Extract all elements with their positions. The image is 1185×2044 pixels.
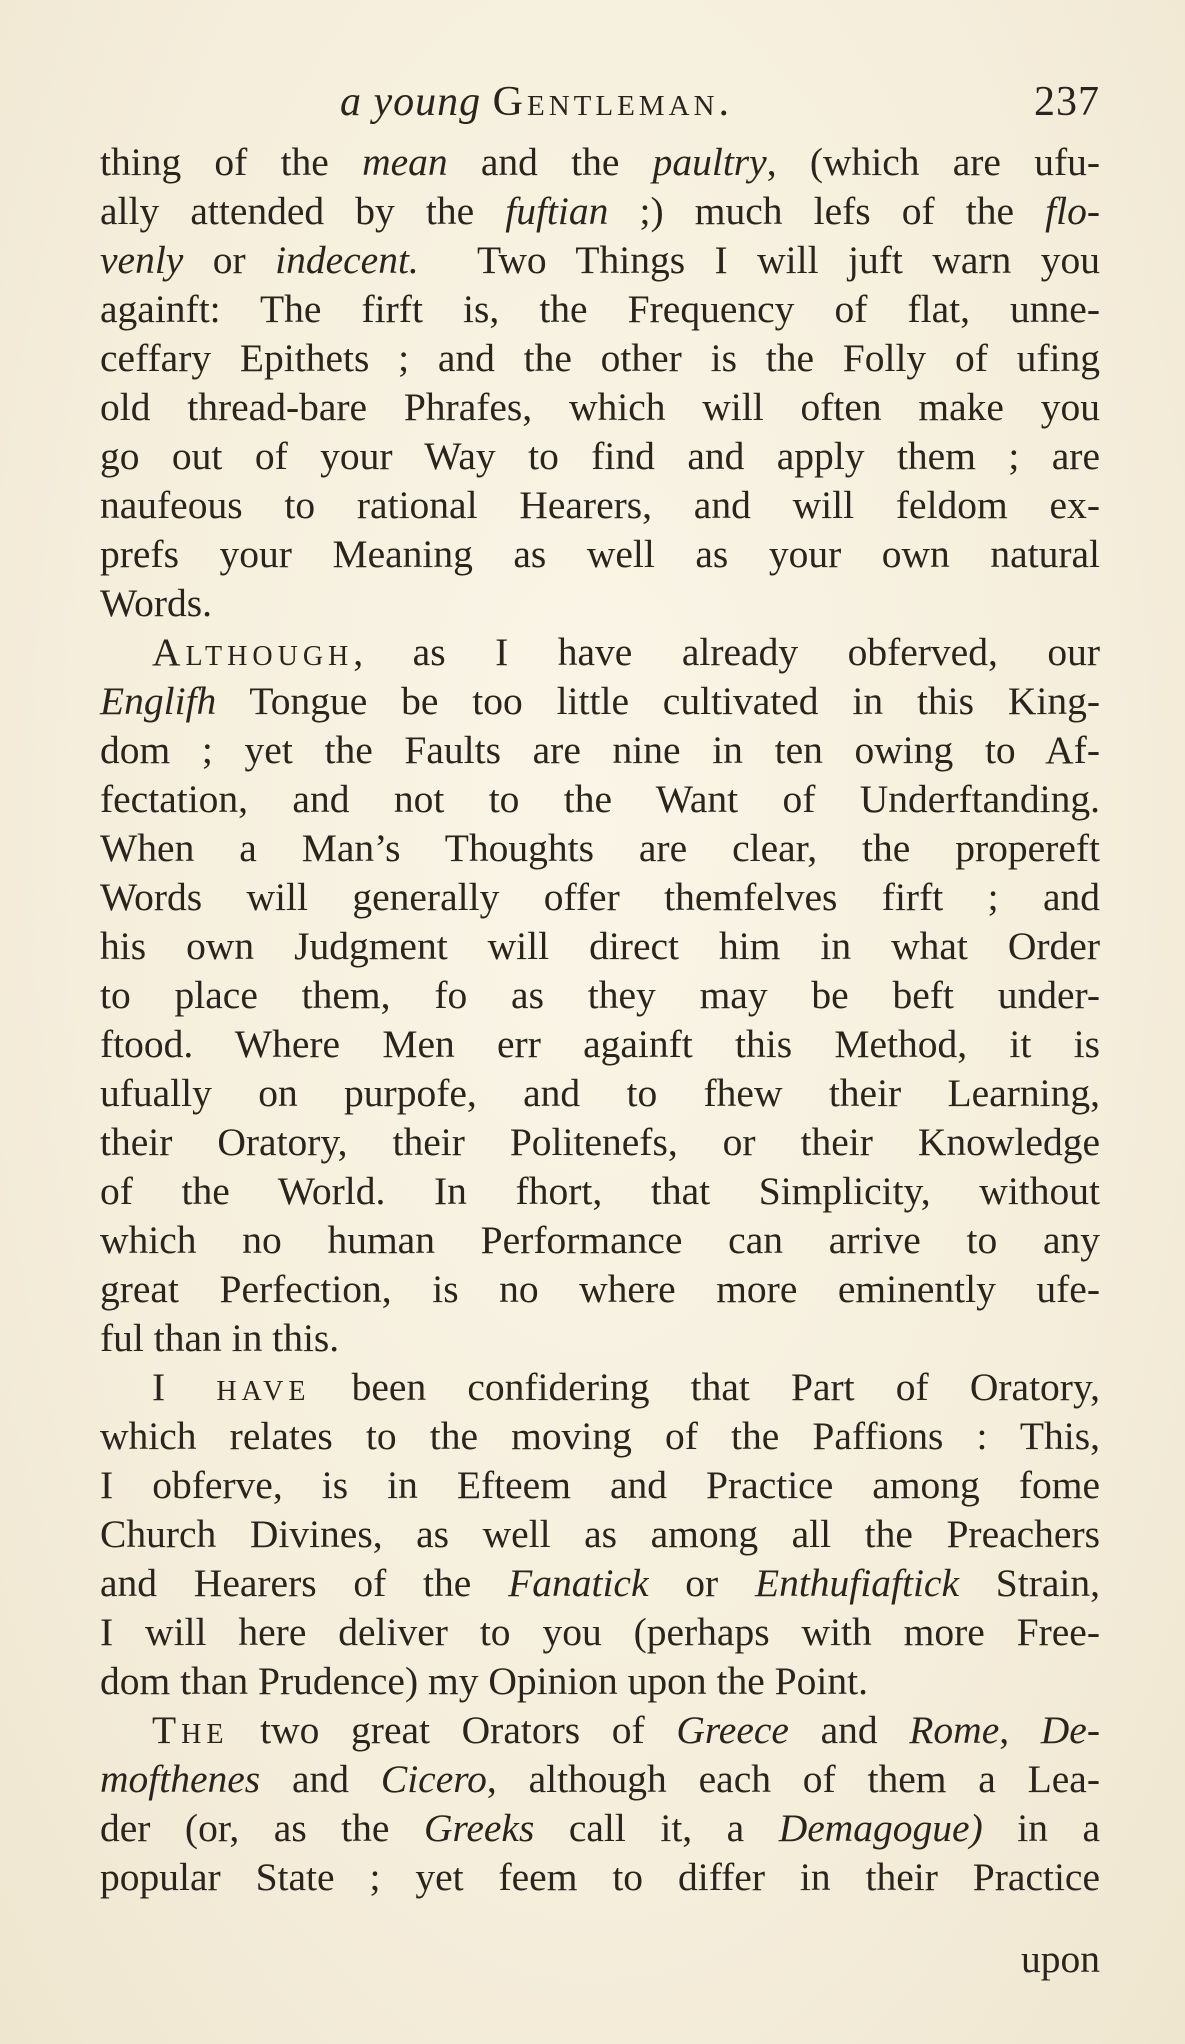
text-line: againft: The firft is, the Frequency of flat, unne- bbox=[100, 287, 1100, 331]
text-line: Church Divines, as well as among all the Preachers bbox=[100, 1512, 1100, 1556]
text-line: to place them, fo as they may be beft under- bbox=[100, 973, 1100, 1017]
text-line: great Perfection, is no where more eminently ufe- bbox=[100, 1267, 1100, 1311]
text-line: go out of your Way to find and apply them ; are bbox=[100, 434, 1100, 478]
text-line: prefs your Meaning as well as your own natural bbox=[100, 532, 1100, 576]
text-line: dom ; yet the Faults are nine in ten owing to Af- bbox=[100, 728, 1100, 772]
text-line: mofthenes and Cicero, although each of them a Lea- bbox=[100, 1757, 1100, 1801]
text-line: fectation, and not to the Want of Underftanding. bbox=[100, 777, 1100, 821]
running-title-italic: a young bbox=[340, 79, 482, 125]
text-line: naufeous to rational Hearers, and will feldom ex- bbox=[100, 483, 1100, 527]
text-line: venly or indecent. Two Things I will juft warn you bbox=[100, 238, 1101, 282]
text-line: I will here deliver to you (perhaps with more Free- bbox=[100, 1610, 1100, 1654]
text-line: I have been confidering that Part of Oratory, bbox=[152, 1365, 1101, 1409]
text-line: and Hearers of the Fanatick or Enthufiaftick Strain, bbox=[100, 1561, 1100, 1605]
page-number: 237 bbox=[1034, 79, 1100, 125]
text-line: ufually on purpofe, and to fhew their Learning, bbox=[100, 1071, 1100, 1115]
text-line: ful than in this. bbox=[100, 1316, 340, 1360]
text-line: The two great Orators of Greece and Rome, De- bbox=[152, 1708, 1100, 1752]
text-line: his own Judgment will direct him in what Order bbox=[100, 924, 1100, 968]
running-title bbox=[340, 72, 733, 132]
text-line: dom than Prudence) my Opinion upon the Point. bbox=[100, 1659, 868, 1703]
text-line: ally attended by the fuftian ;) much lefs of the flo- bbox=[100, 189, 1100, 233]
body-text bbox=[100, 138, 1100, 1902]
text-line: of the World. In fhort, that Simplicity, without bbox=[100, 1169, 1100, 1213]
text-line: which no human Performance can arrive to any bbox=[100, 1218, 1100, 1262]
text-line: old thread-bare Phrafes, which will often make you bbox=[100, 385, 1100, 429]
text-line: I obferve, is in Efteem and Practice among fome bbox=[100, 1463, 1100, 1507]
text-line: Words will generally offer themfelves firft ; and bbox=[100, 875, 1100, 919]
running-header bbox=[100, 72, 1100, 132]
text-line: which relates to the moving of the Paffions : This, bbox=[100, 1414, 1100, 1458]
text-line: Words. bbox=[100, 581, 213, 625]
running-title-caps: Gentleman. bbox=[492, 79, 733, 125]
text-line: popular State ; yet feem to differ in their Practice bbox=[100, 1855, 1100, 1899]
text-line: Englifh Tongue be too little cultivated in this King- bbox=[100, 679, 1100, 723]
text-line: Although, as I have already obferved, our bbox=[152, 630, 1100, 674]
text-line: der (or, as the Greeks call it, a Demagogue) in a bbox=[100, 1806, 1100, 1850]
text-line: their Oratory, their Politenefs, or their Knowledge bbox=[100, 1120, 1100, 1164]
catchword: upon bbox=[1021, 1937, 1100, 1981]
text-line: thing of the mean and the paultry, (which are ufu- bbox=[100, 140, 1100, 184]
text-line: ftood. Where Men err againft this Method, it is bbox=[100, 1022, 1100, 1066]
text-line: ceffary Epithets ; and the other is the Folly of ufing bbox=[100, 336, 1100, 380]
text-line: When a Man’s Thoughts are clear, the propereft bbox=[100, 826, 1100, 870]
